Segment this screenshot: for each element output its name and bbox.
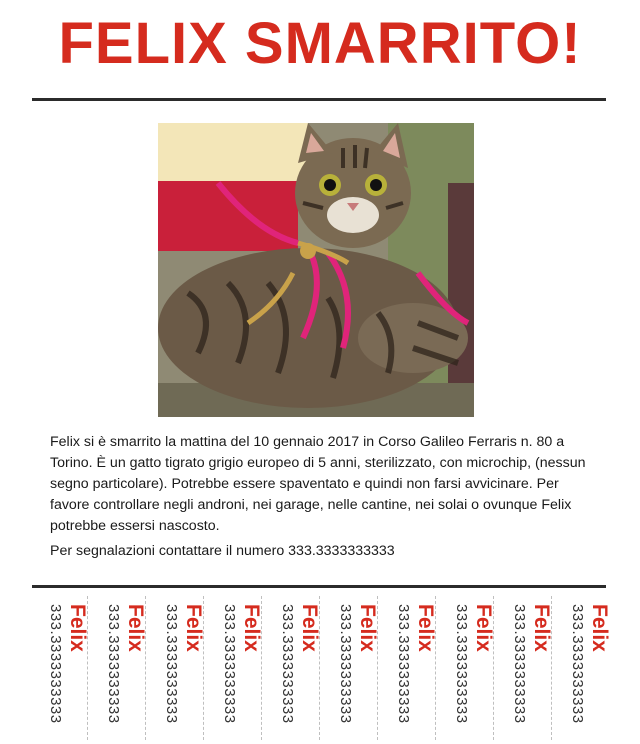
tab-phone: 333.3333333333 — [162, 604, 180, 724]
tab-phone: 333.3333333333 — [336, 604, 354, 724]
tear-tab[interactable] — [378, 596, 436, 740]
cat-photo-icon — [158, 123, 474, 417]
cat-photo — [158, 123, 474, 417]
poster-title: FELIX SMARRITO! — [58, 11, 582, 76]
tear-tab[interactable] — [146, 596, 204, 740]
tab-name: Felix — [355, 604, 379, 652]
tab-name: Felix — [123, 604, 147, 652]
tear-tab[interactable] — [552, 596, 610, 740]
tear-tab[interactable] — [204, 596, 262, 740]
bottom-divider — [32, 585, 606, 588]
description-text: Felix si è smarrito la mattina del 10 gennaio 2017 in Corso Galileo Ferraris n. 80 a Torino. È un gatto tigrato grigio europeo di 5 anni, sterilizzato, con microchip, (nessun segno particolare). Potrebbe essere spaventato e quindi non farsi avvicinare. Per favore controllare negli androni, nei garage, nelle cantine, nei solai o ovunque Felix potrebbe essersi nascosto. — [50, 434, 586, 534]
tear-off-tabs — [30, 596, 610, 740]
tear-tab[interactable] — [320, 596, 378, 740]
tab-phone: 333.3333333333 — [278, 604, 296, 724]
tab-phone: 333.3333333333 — [569, 604, 586, 724]
tab-phone: 333.3333333333 — [46, 604, 64, 724]
top-divider — [32, 98, 606, 101]
tear-tab[interactable] — [262, 596, 320, 740]
tear-tab[interactable] — [436, 596, 494, 740]
tear-tab[interactable] — [30, 596, 88, 740]
tab-name: Felix — [297, 604, 321, 652]
tab-name: Felix — [413, 604, 437, 652]
tab-name: Felix — [588, 604, 611, 652]
tab-name: Felix — [529, 604, 553, 652]
tab-phone: 333.3333333333 — [104, 604, 122, 724]
contact-text: Per segnalazioni contattare il numero 333.3333333333 — [50, 543, 395, 559]
tab-name: Felix — [471, 604, 495, 652]
tab-name: Felix — [181, 604, 205, 652]
tab-name: Felix — [239, 604, 263, 652]
tab-phone: 333.3333333333 — [510, 604, 528, 724]
tear-tab[interactable] — [494, 596, 552, 740]
tab-phone: 333.3333333333 — [394, 604, 412, 724]
tab-name: Felix — [65, 604, 89, 652]
tab-phone: 333.3333333333 — [220, 604, 238, 724]
tear-tab[interactable] — [88, 596, 146, 740]
tab-phone: 333.3333333333 — [452, 604, 470, 724]
